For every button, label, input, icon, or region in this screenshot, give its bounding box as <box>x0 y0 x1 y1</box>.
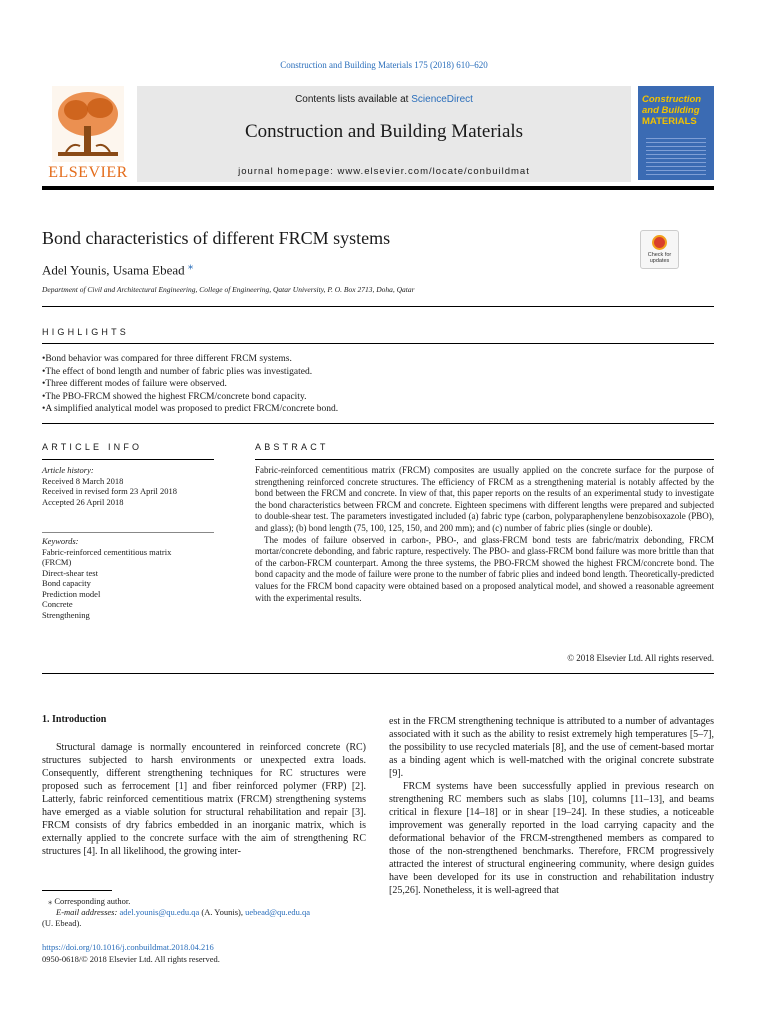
abstract-body <box>255 465 714 604</box>
divider <box>42 532 214 533</box>
list-item: • Three different modes of failure were observed. <box>42 378 714 391</box>
keyword: Concrete <box>42 599 73 609</box>
email-line <box>42 907 366 918</box>
list-item: • The effect of bond length and number of fabric plies was investigated. <box>42 366 714 379</box>
divider <box>42 673 714 674</box>
list-item: • The PBO-FRCM showed the highest FRCM/concrete bond capacity. <box>42 391 714 404</box>
abstract-paragraph: Fabric-reinforced cementitious matrix (FRCM) composites are usually applied on the concrete surface for the purpose of strengthening reinforced concrete structures. The efficiency of FRCM as a strengthening material is notably affected by the bond between the FRCM and concrete. In view of that, this paper reports on the results of an experimental study to investigate the bond characteristics between FRCM and concrete. Eighteen specimens with different lengths were prepared and subjected to double-shear test. The parameters investigated included (a) fabric type (carbon, polyparaphenylene benzobisoxazole (PBO), and glass); (b) bond length (75, 100, 125, 150, and 200 mm); and (c) number of fabric plies (single or double). <box>255 465 714 533</box>
check-updates-icon <box>652 235 667 250</box>
email-label: E-mail addresses: <box>56 907 118 917</box>
authors: Adel Younis, Usama Ebead <box>42 262 185 278</box>
abstract-heading: ABSTRACT <box>255 442 329 452</box>
article-info-heading: ARTICLE INFO <box>42 442 143 452</box>
affiliation: Department of Civil and Architectural Engineering, College of Engineering, Qatar University, P. O. Box 2713, Doha, Qatar <box>42 285 415 294</box>
journal-banner <box>137 86 631 182</box>
author-list <box>42 259 193 278</box>
journal-citation[interactable]: Construction and Building Materials 175 (2018) 610–620 <box>280 60 488 70</box>
body-paragraph: FRCM systems have been successfully applied in previous research on strengthening RC members such as slabs [10], columns [11–13], and beams critical in flexure [14–18] or in shear [19–24]. In these studies, a noticeable improvement was generally reported in the load carrying capacity and the deformational behavior of the FRCM-strengthened members as compared to those of the non-strengthened benchmarks. Therefore, FRCM progressively attracted the interest of structural engineering community, where design guides have been developed for its use in construction and rehabilitation industry [25,26]. Nonetheless, it is well-agreed that <box>389 781 714 896</box>
cover-decoration <box>646 138 706 178</box>
divider <box>42 423 714 424</box>
divider <box>42 459 214 460</box>
elsevier-tree-icon <box>52 86 124 162</box>
keyword: Direct-shear test <box>42 567 98 578</box>
divider <box>42 306 714 307</box>
list-item: • A simplified analytical model was proposed to predict FRCM/concrete bond. <box>42 403 714 416</box>
journal-homepage[interactable]: journal homepage: www.elsevier.com/locate/conbuildmat <box>238 166 530 177</box>
keywords-label: Keywords: <box>42 536 79 546</box>
corresponding-note: ⁎ Corresponding author. <box>48 896 131 906</box>
abstract-copyright: © 2018 Elsevier Ltd. All rights reserved. <box>567 653 714 663</box>
history-item: Accepted 26 April 2018 <box>42 496 124 507</box>
doi-block <box>42 942 220 965</box>
footnote <box>42 896 366 929</box>
body-paragraph: est in the FRCM strengthening technique is attributed to a number of advantages associated with it such as the ability to resist extremely high temperatures [5–7], the possibility to use recycled materials [8], and the use of cement-based mortar as a binding agent which is well-matched with the original concrete substrate [9]. <box>389 716 714 779</box>
elsevier-logo[interactable] <box>42 86 134 182</box>
email-link[interactable]: adel.younis@qu.edu.qa <box>119 907 200 917</box>
contents-line <box>137 94 631 105</box>
highlights-list <box>42 353 714 416</box>
cover-title: Construction and Building MATERIALS <box>642 94 702 127</box>
keywords <box>42 536 214 620</box>
journal-title: Construction and Building Materials <box>244 121 524 142</box>
article-history <box>42 465 214 507</box>
email-owner: (A. Younis), <box>201 907 243 917</box>
journal-cover[interactable] <box>638 86 714 180</box>
keyword: Prediction model <box>42 588 101 599</box>
right-column-text <box>389 715 714 897</box>
check-for-updates-button[interactable] <box>640 230 679 269</box>
section-heading: 1. Introduction <box>42 714 107 725</box>
issn-line: 0950-0618/© 2018 Elsevier Ltd. All rights reserved. <box>42 953 220 964</box>
check-updates-label: Check for updates <box>647 252 672 264</box>
publisher-name: ELSEVIER <box>48 164 128 181</box>
history-item: Received in revised form 23 April 2018 <box>42 486 178 496</box>
email-owner: (U. Ebead). <box>42 918 82 928</box>
footnote-rule <box>42 890 112 891</box>
divider <box>42 343 714 344</box>
article-title: Bond characteristics of different FRCM systems <box>42 228 391 248</box>
left-column-text <box>42 741 366 858</box>
email-link[interactable]: uebead@qu.edu.qa <box>245 907 311 917</box>
sciencedirect-link[interactable]: ScienceDirect <box>411 94 473 105</box>
keyword: Strengthening <box>42 609 90 620</box>
list-item: • Bond behavior was compared for three different FRCM systems. <box>42 353 714 366</box>
keyword: Fabric-reinforced cementitious matrix <box>42 546 172 557</box>
doi-link[interactable]: https://doi.org/10.1016/j.conbuildmat.2018.04.216 <box>42 942 214 952</box>
keyword: (FRCM) <box>42 557 72 567</box>
keyword: Bond capacity <box>42 578 91 588</box>
history-item: Received 8 March 2018 <box>42 475 124 486</box>
contents-prefix: Contents lists available at <box>295 94 412 105</box>
history-label: Article history: <box>42 465 94 475</box>
highlights-heading: HIGHLIGHTS <box>42 327 130 337</box>
divider <box>255 459 714 460</box>
corresponding-author-mark[interactable]: ⁎ <box>187 260 194 272</box>
header-rule <box>42 186 714 190</box>
abstract-paragraph: The modes of failure observed in carbon-, PBO-, and glass-FRCM bond tests are fabric/matrix debonding, FRCM mortar/concrete debonding, and fabric rapture, respectively. The PBO- and glass-FRCM bond failure was more brittle than that of the carbon-FRCM counterpart. Among the three systems, the PBO-FRCM showed the highest FRCM/concrete bond. The bond capacity and the mode of failure were prone to the number of fabric plies and indeed bond length. Theoretically-predicted values for the FRCM bond capacity were obtained based on a proposed analytical model, and showed a reasonable agreement with the experimental results. <box>255 534 714 603</box>
body-paragraph: Structural damage is normally encountered in reinforced concrete (RC) structures subjected to harsh environments or unexpected extra loads. Consequently, different strengthening techniques for RC structures were proposed such as ferrocement [1] and fiber reinforced polymer (FRP) [2]. Latterly, fabric reinforced cementitious matrix (FRCM) strengthening systems have emerged as a viable solution for structural rehabilitation and repair [3]. FRCM consists of dry fabrics embedded in an inorganic matrix, which is externally applied to the concrete surface with the aim of strengthening RC structures [4]. In all likelihood, the growing inter- <box>42 742 366 857</box>
